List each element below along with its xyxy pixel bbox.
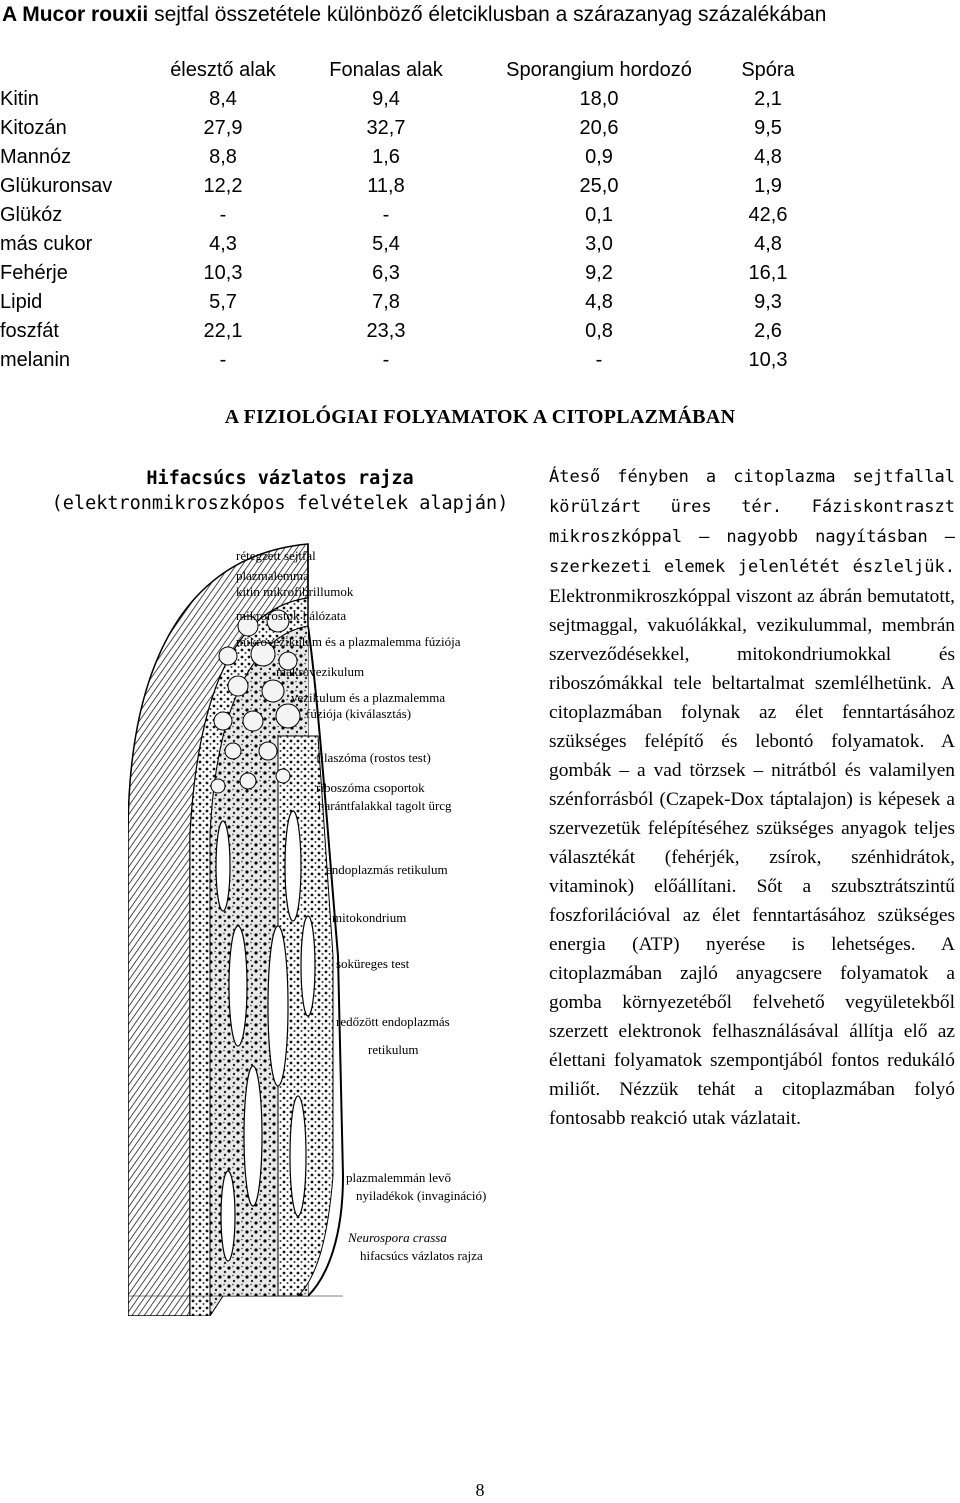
table-row (0, 85, 814, 114)
table-cell: 23,3 (366, 320, 406, 342)
figure-label: redőzött endoplazmás (336, 1014, 450, 1029)
figure-label: harántfalakkal tagolt ürcg (318, 798, 452, 813)
table-header-cell: Fonalas alak (329, 59, 443, 81)
table-cell: 3,0 (585, 233, 613, 255)
table-header-cell: Sporangium hordozó (506, 59, 692, 81)
table-cell: 7,8 (372, 291, 400, 313)
figure-label: retikulum (368, 1042, 419, 1057)
title-rest: sejtfal összetétele különböző életciklusban a szárazanyag százalékában (148, 3, 827, 26)
table-row (0, 259, 814, 288)
table-cell: 2,6 (754, 320, 782, 342)
table-row (0, 230, 814, 259)
table-cell: 5,4 (372, 233, 400, 255)
table-cell: - (382, 204, 390, 226)
table-cell: 5,7 (209, 291, 237, 313)
table-cell: 8,4 (209, 88, 237, 110)
page-number: 8 (475, 1480, 485, 1500)
table-cell: 1,6 (372, 146, 400, 168)
table-cell: - (219, 349, 227, 371)
figure-label: nyiladékok (invagináció) (356, 1188, 487, 1203)
document-title (2, 2, 952, 27)
figure-label: makrovezikulum (276, 664, 365, 679)
table-row-label: Kitin (0, 88, 39, 110)
table-cell: 4,3 (209, 233, 237, 255)
table-row-label: Glükóz (0, 204, 63, 226)
table-row-label: Lipid (0, 291, 43, 313)
figure-caption-subtitle: (elektronmikroszkópos felvételek alapján) (51, 493, 509, 514)
table-cell: 9,5 (754, 117, 782, 139)
table-cell: - (382, 349, 390, 371)
table-cell: 4,8 (754, 233, 782, 255)
table-header-cell: Spóra (741, 59, 795, 81)
figure-label: rétegzett sejtfal (236, 548, 316, 563)
figure-caption-title: Hifacsúcs vázlatos rajza (146, 468, 414, 489)
table-cell: 2,1 (754, 88, 782, 110)
table-cell: 9,4 (372, 88, 400, 110)
table-cell: 0,9 (585, 146, 613, 168)
table-cell: 42,6 (748, 204, 788, 226)
table-cell: 18,0 (579, 88, 619, 110)
table-row (0, 346, 814, 375)
table-header-row (0, 56, 814, 85)
figure-label: mitokondrium (332, 910, 407, 925)
table-row (0, 172, 814, 201)
table-cell: 32,7 (366, 117, 406, 139)
table-cell: 10,3 (203, 262, 243, 284)
table-cell: 0,1 (585, 204, 613, 226)
table-row-label: Mannóz (0, 146, 72, 168)
figure-label: mikrorostok hálózata (236, 608, 347, 623)
table-cell: 11,8 (367, 175, 405, 197)
figure-label: kitin mikrofibrillumok (236, 584, 354, 599)
figure-label-species: Neurospora crassa (348, 1230, 447, 1245)
table-row-label: Kitozán (0, 117, 67, 139)
title-organism: A Mucor rouxii (2, 3, 149, 26)
table-row-label: Glükuronsav (0, 175, 113, 197)
figure-label: plazmalemmán levő (346, 1170, 452, 1185)
table-cell: 22,1 (203, 320, 243, 342)
table-row (0, 201, 814, 230)
table-body (0, 85, 814, 375)
table-cell: 27,9 (203, 117, 243, 139)
table-cell: 1,9 (754, 175, 782, 197)
section-heading: A FIZIOLÓGIAI FOLYAMATOK A CITOPLAZMÁBAN (224, 406, 736, 428)
table-cell: 20,6 (579, 117, 619, 139)
table-cell: 9,3 (754, 291, 782, 313)
cell-wall-composition-table (0, 56, 814, 375)
figure-label: hifacsúcs vázlatos rajza (360, 1248, 483, 1263)
table-header-cell (0, 56, 150, 85)
table-row-label: más cukor (0, 233, 93, 255)
table-cell: 16,1 (748, 262, 788, 284)
table-cell: 10,3 (748, 349, 788, 371)
table-row-label: foszfát (0, 320, 59, 342)
table-row (0, 114, 814, 143)
figure-label: mikrovezikulum és a plazmalemma fúziója (236, 634, 461, 649)
table-header-cell: élesztő alak (170, 59, 276, 81)
table-cell: - (595, 349, 603, 371)
figure-label: endoplazmás retikulum (326, 862, 448, 877)
table-cell: 6,3 (372, 262, 400, 284)
table-cell: - (219, 204, 227, 226)
table-row (0, 288, 814, 317)
table-cell: 25,0 (579, 175, 619, 197)
body-text (549, 462, 955, 1133)
figure-label: vezikulum és a plazmalemma (291, 690, 446, 705)
figure-label: plazmalemma (236, 568, 309, 583)
figure-label: fúziója (kiválasztás) (306, 706, 412, 721)
figure-label: riboszóma csoportok (316, 780, 425, 795)
table-cell: 8,8 (209, 146, 237, 168)
table-row-label: melanin (0, 349, 71, 371)
table-cell: 4,8 (754, 146, 782, 168)
body-paragraph-1: Áteső fényben a citoplazma sejtfallal körülzárt üres tér. Fáziskontraszt mikroszkóppal – nagyobb nagyításban – szerkezeti elemek jelenlétét észleljük. (549, 467, 955, 577)
figure-caption (40, 466, 520, 516)
table-row-label: Fehérje (0, 262, 68, 284)
table-cell: 12,2 (203, 175, 243, 197)
figure-label: filaszóma (rostos test) (316, 750, 431, 765)
figure-label: soküreges test (336, 956, 410, 971)
table-cell: 0,8 (585, 320, 613, 342)
table-cell: 4,8 (585, 291, 613, 313)
body-paragraph-2: Elektronmikroszkóppal viszont az ábrán bemutatott, sejtmaggal, vakuólákkal, vezikulummal, membrán szerveződésekkel, mitokondriumokkal és riboszómákkal tele beltartalmat szemlélhetünk. A citoplazmában folynak az élet fenntartásához szükséges felépítő és lebontó folyamatok. A gombák – a vad törzsek – nitrátból és valamilyen szénforrásból (Czapek-Dox táptalajon) is képesek a szervezetük felépítéséhez szükséges anyagok teljes választékát (fehérjék, zsírok, szénhidrátok, vitaminok) előállítani. Sőt a szubsztrátszintű foszforilációval az élet fenntartásához szükséges energia (ATP) nyerése is lehetséges. A citoplazmában zajló anyagcsere folyamatok a gomba környezetéből felvehető vegyületekből szerzett elektronok felhasználásával állítja elő az élettani folyamatok szempontjából fontos redukáló miliőt. Nézzük tehát a citoplazmában folyó fontosabb reakció utak vázlatait. (549, 586, 955, 1129)
table-cell: 9,2 (585, 262, 613, 284)
table-row (0, 317, 814, 346)
table-row (0, 143, 814, 172)
